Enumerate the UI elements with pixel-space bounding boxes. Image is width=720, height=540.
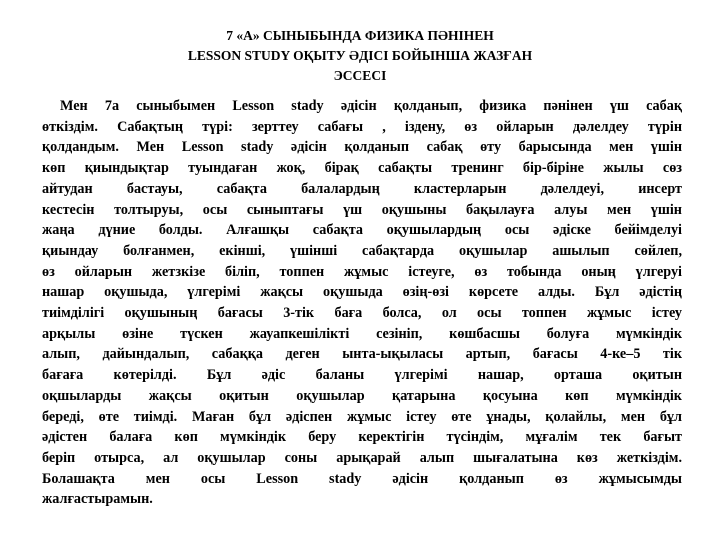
essay-body <box>42 96 682 510</box>
body-line: беріп отырса, ал оқушылар соны арықарай алып шығалатына көз жеткіздім. <box>42 449 682 466</box>
body-line: береді, өте тиімді. Маған бұл әдіспен жұмыс істеу өте ұнады, қолайлы, мен бұл <box>42 408 682 425</box>
body-line: бағаға көтерілді. Бұл әдіс баланы үлгерімі нашар, орташа оқитын <box>42 367 682 384</box>
body-line: әдістен балаға көп мүмкіндік беру керектігін түсіндім, мұғалім тек бағыт <box>42 429 682 446</box>
body-line: өз ойларын жетзкізе біліп, топпен жұмыс істеуге, өз тобында оның үлгеруі <box>42 263 682 280</box>
body-line: тиімділігі оқушының бағасы 3-тік баға болса, ол осы топпен жұмыс істеу <box>42 305 682 322</box>
title-line-1: 7 «А» СЫНЫБЫНДА ФИЗИКА ПӘНІНЕН <box>226 28 494 43</box>
body-line: арқылы өзіне түскен жауапкешілікті сезініп, көшбасшы болуға мүмкіндік <box>42 325 682 342</box>
body-line: алып, дайындалып, сабаққа деген ынта-ықыласы артып, бағасы 4-ке–5 тік <box>42 346 682 363</box>
body-line: көп қиындықтар туындаған жоқ, бірақ сабақты тренинг бір-біріне жылы сөз <box>42 160 682 177</box>
body-line: жаңа дүние болды. Алғашқы сабақта оқушылардың осы әдіске бейімделуі <box>42 222 682 239</box>
body-line: оқшыларды жақсы оқитын оқушылар қатарына қосуына көп мүмкіндік <box>42 387 682 404</box>
body-line: Болашақта мен осы Lesson stady әдісін қолданып өз жұмысымды <box>42 470 682 487</box>
body-line: қиындау болғанмен, екінші, үшінші сабақтарда оқушылар ашылып сөйлеп, <box>42 242 682 259</box>
body-line: кестесін толтыруы, осы сыныптағы үш оқушыны бақылауға алуы мен үшін <box>42 201 682 218</box>
body-line-last: жалғастырамын. <box>42 491 153 508</box>
title-line-2: LESSON STUDY ОҚЫТУ ӘДІСІ БОЙЫНША ЖАЗҒАН <box>187 48 533 63</box>
body-line: Мен 7а сыныбымен Lesson stady әдісін қолданып, физика пәнінен үш сабақ <box>60 98 682 114</box>
body-line: өткіздім. Сабақтың түрі: зерттеу сабағы , іздену, өз ойларын дәлелдеу түрін <box>42 118 682 135</box>
body-line: нашар оқушыда, үлгерімі жақсы оқушыда өзің-өзі көрсете алды. Бұл әдістің <box>42 284 682 301</box>
body-line: қолдандым. Мен Lesson stady әдісін қолданып сабақ өту барысында мен үшін <box>42 139 682 156</box>
essay-title <box>0 26 720 86</box>
body-line: айтудан бастауы, сабақта балалардың кластерларын дәлелдеуі, инсерт <box>42 180 682 197</box>
title-line-3: ЭССЕСІ <box>333 68 387 83</box>
